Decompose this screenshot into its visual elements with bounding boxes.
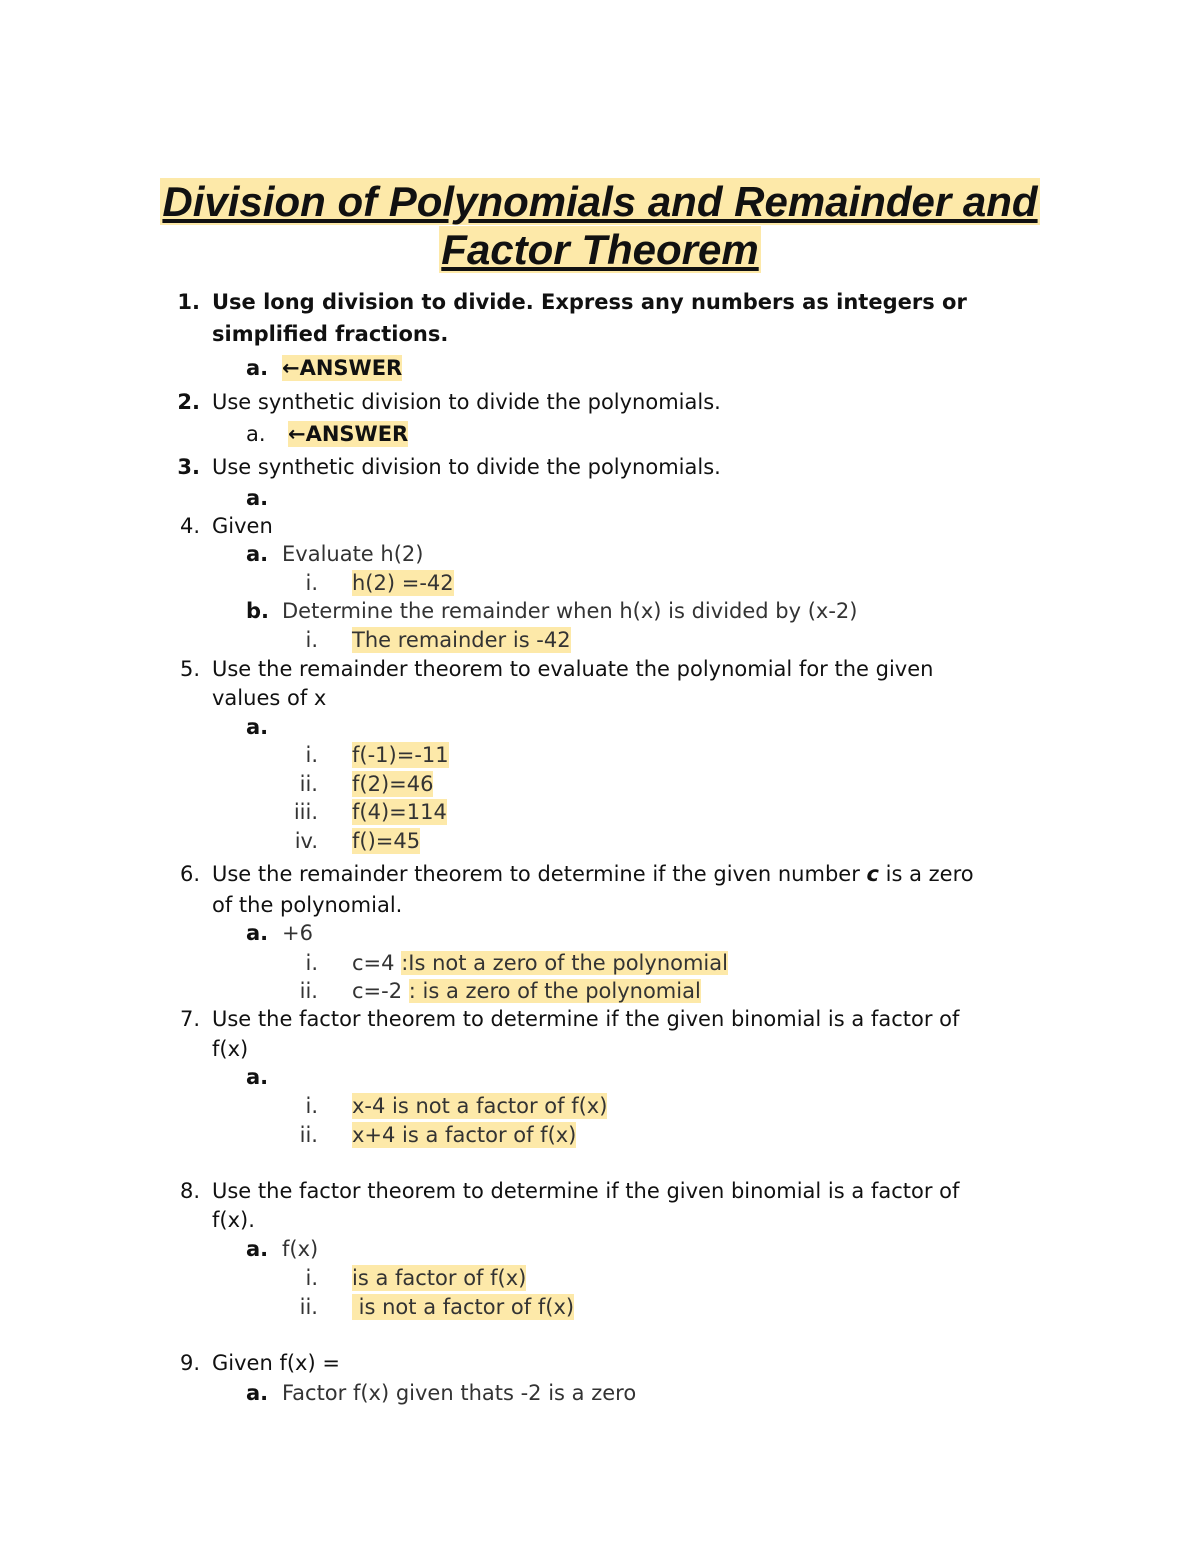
answer-text: f(2)=46 xyxy=(352,772,434,796)
answer-text: is not a factor of f(x) xyxy=(352,1295,575,1319)
title-line-2: Factor Theorem xyxy=(441,226,759,273)
roman-label: iv. xyxy=(294,829,318,853)
item-text: values of x xyxy=(212,686,327,710)
roman-label: i. xyxy=(305,571,318,595)
answer-text: ←ANSWER xyxy=(282,356,403,380)
roman-label: i. xyxy=(305,1266,318,1290)
item-number: 7. xyxy=(179,1007,200,1031)
item-text: f(x). xyxy=(212,1208,255,1232)
answer-line: c=4 :Is not a zero of the polynomial xyxy=(352,951,728,975)
sub-text: Evaluate h(2) xyxy=(282,542,424,566)
sub-label: b. xyxy=(246,599,270,623)
document-title xyxy=(0,178,1200,274)
answer-text: f(-1)=-11 xyxy=(352,743,449,767)
item-text: Use the remainder theorem to evaluate the polynomial for the given xyxy=(212,657,934,681)
item-text: Use the factor theorem to determine if the given binomial is a factor of xyxy=(212,1007,960,1031)
sub-label: a. xyxy=(246,715,269,739)
roman-label: ii. xyxy=(299,1123,318,1147)
item-number: 5. xyxy=(179,657,200,681)
sub-text: Factor f(x) given thats -2 is a zero xyxy=(282,1381,637,1405)
item-text: f(x) xyxy=(212,1037,249,1061)
answer-line: c=-2 : is a zero of the polynomial xyxy=(352,979,701,1003)
item-number: 3. xyxy=(177,455,200,479)
roman-label: i. xyxy=(305,628,318,652)
answer-text: ←ANSWER xyxy=(288,422,409,446)
sub-label: a. xyxy=(246,1381,269,1405)
roman-label: ii. xyxy=(299,1295,318,1319)
answer-text: x+4 is a factor of f(x) xyxy=(352,1123,577,1147)
item-text: Use the factor theorem to determine if the given binomial is a factor of xyxy=(212,1179,960,1203)
item-number: 9. xyxy=(179,1351,200,1375)
sub-label: a. xyxy=(246,921,269,945)
item-number: 8. xyxy=(179,1179,200,1203)
sub-label: a. xyxy=(246,422,266,446)
answer-text: f()=45 xyxy=(352,829,421,853)
sub-text: Determine the remainder when h(x) is divided by (x-2) xyxy=(282,599,858,623)
item-text: Use long division to divide. Express any numbers as integers or xyxy=(212,290,967,314)
item-number: 2. xyxy=(177,390,200,414)
sub-text: f(x) xyxy=(282,1237,319,1261)
item-text: of the polynomial. xyxy=(212,893,403,917)
item-number: 6. xyxy=(179,862,200,886)
roman-label: ii. xyxy=(299,979,318,1003)
item-number: 4. xyxy=(179,514,200,538)
item-text: Given f(x) = xyxy=(212,1351,340,1375)
item-text: Use synthetic division to divide the polynomials. xyxy=(212,390,721,414)
sub-label: a. xyxy=(246,542,269,566)
roman-label: i. xyxy=(305,743,318,767)
sub-label: a. xyxy=(246,1065,269,1089)
answer-text: f(4)=114 xyxy=(352,800,447,824)
item-text: Given xyxy=(212,514,273,538)
sub-label: a. xyxy=(246,1237,269,1261)
roman-label: i. xyxy=(305,1094,318,1118)
item-number: 1. xyxy=(177,290,200,314)
roman-label: iii. xyxy=(293,800,318,824)
item-text: Use synthetic division to divide the polynomials. xyxy=(212,455,721,479)
roman-label: ii. xyxy=(299,772,318,796)
item-text: simplified fractions. xyxy=(212,322,449,346)
sub-text: +6 xyxy=(282,921,313,945)
answer-text: is a factor of f(x) xyxy=(352,1266,527,1290)
answer-text: h(2) =-42 xyxy=(352,571,454,595)
title-line-1: Division of Polynomials and Remainder and xyxy=(162,178,1038,225)
sub-label: a. xyxy=(246,356,269,380)
answer-text: The remainder is -42 xyxy=(352,628,571,652)
roman-label: i. xyxy=(305,951,318,975)
item-text: Use the remainder theorem to determine if the given number c is a zero xyxy=(212,862,974,886)
answer-text: x-4 is not a factor of f(x) xyxy=(352,1094,608,1118)
sub-label: a. xyxy=(246,486,269,510)
